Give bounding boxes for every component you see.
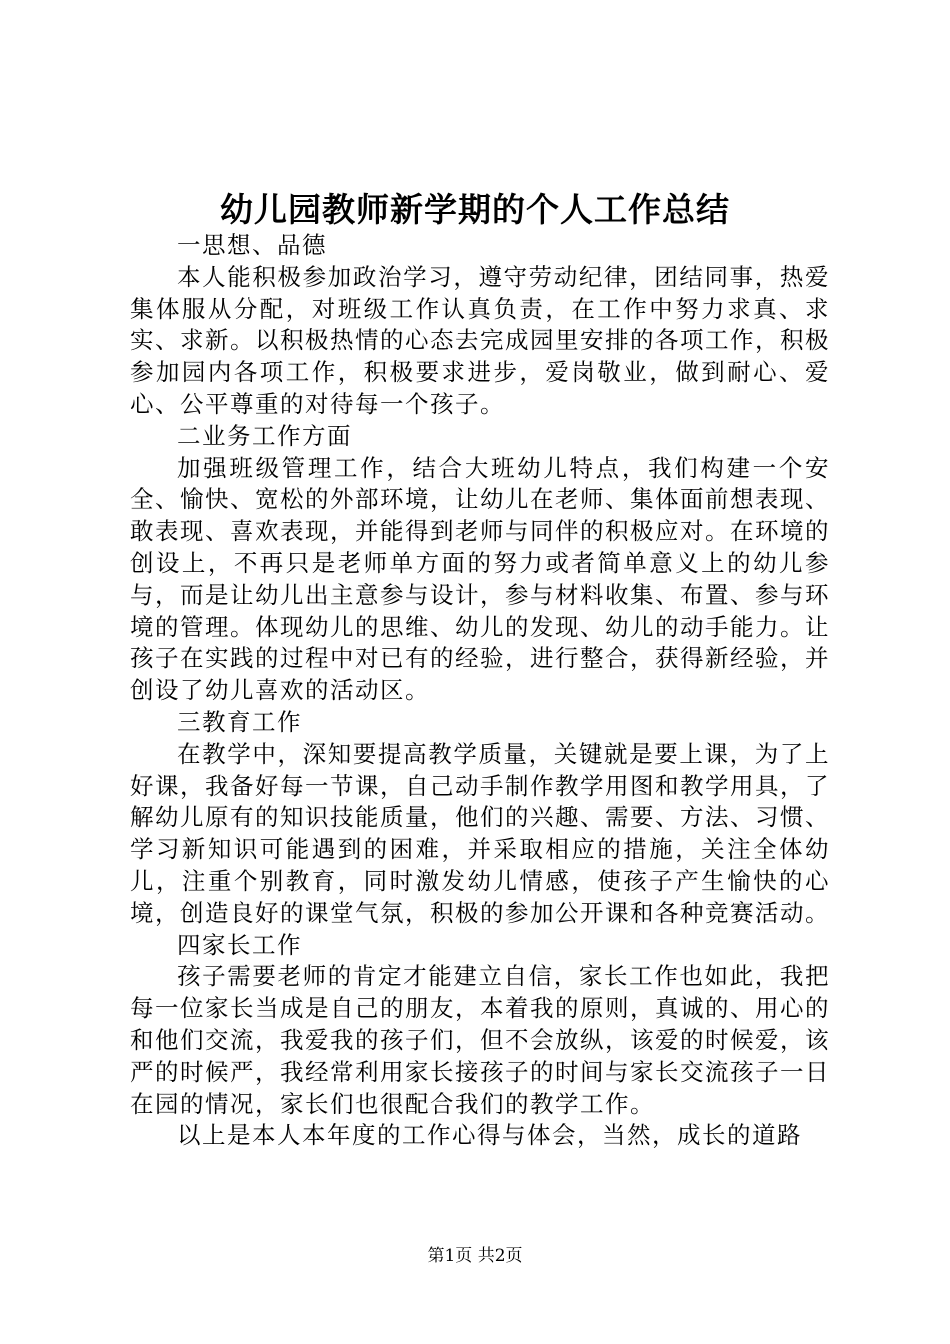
section-heading-thought: 一思想、品德	[177, 231, 327, 259]
paragraph-conclusion: 以上是本人本年度的工作心得与体会，当然，成长的道路	[177, 1121, 802, 1150]
section-heading-parents: 四家长工作	[177, 930, 302, 959]
document-title: 幼儿园教师新学期的个人工作总结	[220, 190, 730, 229]
paragraph-parents: 孩子需要老师的肯定才能建立自信，家长工作也如此，我把每一位家长当成是自己的朋友，本着我的原则，真诚的、用心的和他们交流，我爱我的孩子们，但不会放纵，该爱的时候爱，该严的时候严，我经常利用家长接孩子的时间与家长交流孩子一日在园的情况，家长们也很配合我们的教学工作。	[130, 962, 830, 1118]
section-heading-business: 二业务工作方面	[177, 421, 352, 450]
paragraph-business: 加强班级管理工作，结合大班幼儿特点，我们构建一个安全、愉快、宽松的外部环境，让幼儿在老师、集体面前想表现、敢表现、喜欢表现，并能得到老师与同伴的积极应对。在环境的创设上，不再只是老师单方面的努力或者简单意义上的幼儿参与，而是让幼儿出主意参与设计，参与材料收集、布置、参与环境的管理。体现幼儿的思维、幼儿的发现、幼儿的动手能力。让孩子在实践的过程中对已有的经验，进行整合，获得新经验，并创设了幼儿喜欢的活动区。	[130, 453, 830, 705]
paragraph-education: 在教学中，深知要提高教学质量，关键就是要上课，为了上好课，我备好每一节课，自己动手制作教学用图和教学用具，了解幼儿原有的知识技能质量，他们的兴趣、需要、方法、习惯、学习新知识可能遇到的困难，并采取相应的措施，关注全体幼儿，注重个别教育，同时激发幼儿情感，使孩子产生愉快的心境，创造良好的课堂气氛，积极的参加公开课和各种竞赛活动。	[130, 739, 830, 927]
page-footer: 第1页 共2页	[427, 1246, 523, 1266]
paragraph-thought: 本人能积极参加政治学习，遵守劳动纪律，团结同事，热爱集体服从分配，对班级工作认真负责，在工作中努力求真、求实、求新。以积极热情的心态去完成园里安排的各项工作，积极参加园内各项工作，积极要求进步，爱岗敬业，做到耐心、爱心、公平尊重的对待每一个孩子。	[130, 262, 830, 418]
document-body	[130, 230, 830, 1152]
section-heading-education: 三教育工作	[177, 707, 302, 736]
